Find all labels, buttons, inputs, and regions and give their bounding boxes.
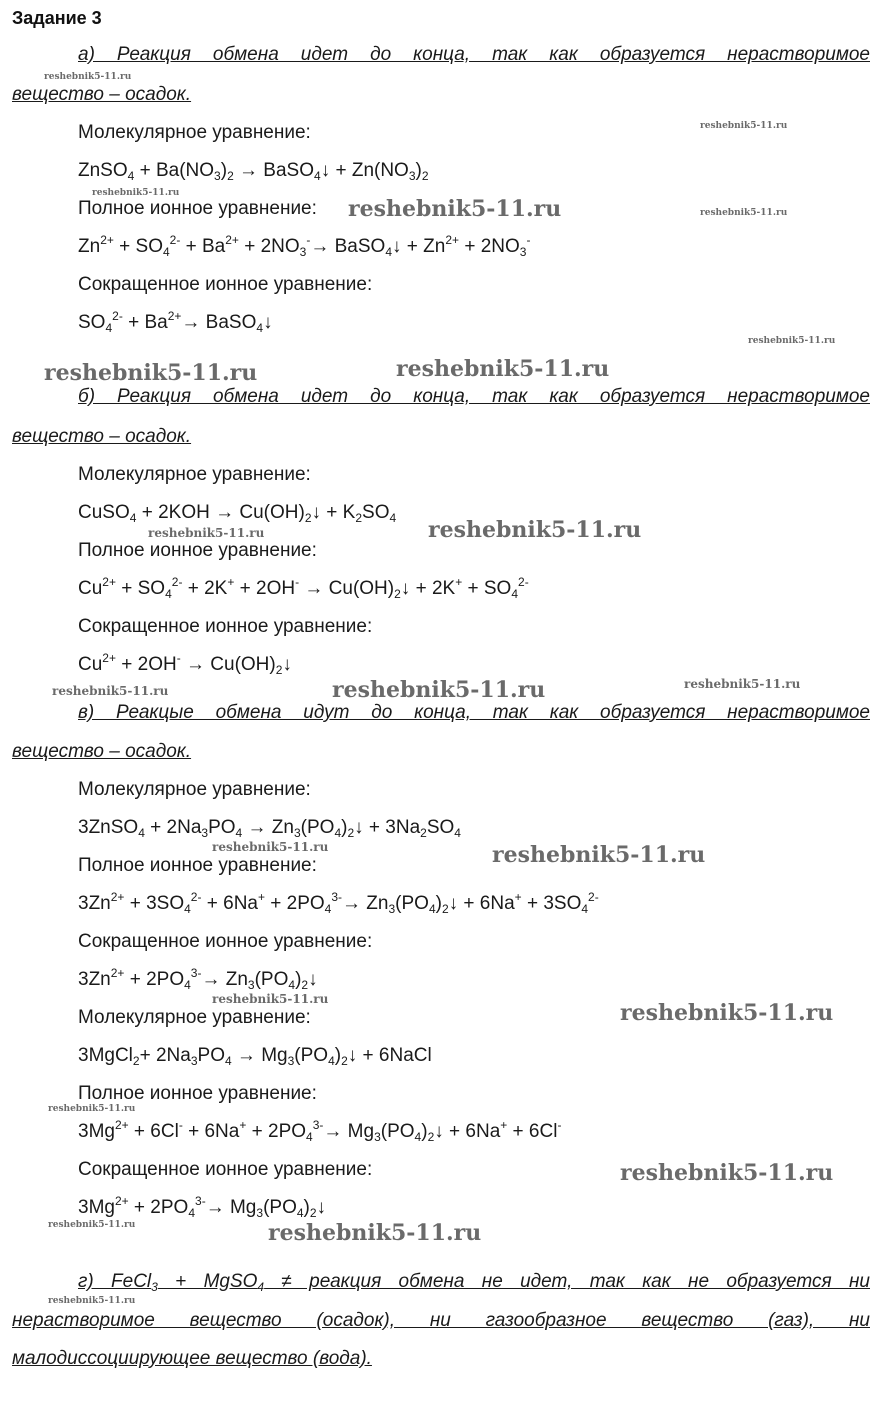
section-b-short-label: Сокращенное ионное уравнение: [78,616,373,637]
watermark: reshebnik5-11.ru [620,1160,834,1186]
section-a-mol-label: Молекулярное уравнение: [78,122,311,143]
section-c-short-label-2: Сокращенное ионное уравнение: [78,1159,373,1180]
watermark: reshebnik5-11.ru [92,188,180,198]
section-b-text-line2: вещество – осадок. [12,426,192,447]
watermark: reshebnik5-11.ru [620,1000,834,1026]
section-c-short-equation-2: $3Mg^{2+} + 2PO_4^{3-}\to$ $Mg_3(PO_4)_2↓$ [78,1194,327,1220]
section-c-full-label-2: Полное ионное уравнение: [78,1083,317,1104]
section-a-text-line2: вещество – осадок. [12,84,192,105]
section-c-full-label: Полное ионное уравнение: [78,855,317,876]
watermark: reshebnik5-11.ru [44,360,258,386]
section-c-mol-equation: 3ZnSO$_4$ + $2Na_3PO_4$ → $Zn_3(PO_4)_2↓ + 3Na_2SO_4$ [78,817,461,840]
section-d-text-line1: г) FeCl$_3$ + MgSO$_4$ ≠ реакция обмена не идет, так как не образуется ни [78,1271,870,1294]
section-a-short-equation: $SO_4^{2-} + Ba^{2+}\to$ BaSO$_4$↓ [78,309,273,335]
watermark: reshebnik5-11.ru [348,196,562,222]
section-c-text-line1: в) Реакцые обмена идут до конца, так как образуется нерастворимое [78,702,870,723]
section-c-text-line2: вещество – осадок. [12,741,192,762]
watermark: reshebnik5-11.ru [268,1220,482,1246]
section-b-mol-label: Молекулярное уравнение: [78,464,311,485]
watermark: reshebnik5-11.ru [748,336,836,346]
watermark: reshebnik5-11.ru [700,121,788,131]
section-a-mol-equation: ZnSO$_4$ + $Ba(NO_3)_2$ → BaSO$_4$↓ + $Zn(NO_3)_2$ [78,160,429,183]
section-c-short-equation: $3Zn^{2+} + 2PO_4^{3-}\to$ $Zn_3(PO_4)_2↓$ [78,966,318,992]
section-a-full-equation: $Zn^{2+} + SO_4^{2-} + Ba^{2+} + 2NO_3^-\to$ BaSO$_4$↓ + $Zn^{2+} + 2NO_3^-$ [78,233,531,259]
watermark: reshebnik5-11.ru [428,517,642,543]
section-d-text-line3: малодиссоциирующее вещество (вода). [12,1348,372,1369]
watermark: reshebnik5-11.ru [48,1296,136,1306]
section-c-full-equation: $3Zn^{2+} + 3SO_4^{2-} + 6Na^+ + 2PO_4^{3-}\to$ $Zn_3(PO_4)_2↓ + 6Na^+ + 3SO_4^{2-}$ [78,890,599,916]
watermark: reshebnik5-11.ru [332,677,546,703]
watermark: reshebnik5-11.ru [684,677,801,691]
section-a-short-label: Сокращенное ионное уравнение: [78,274,373,295]
section-b-full-label: Полное ионное уравнение: [78,540,317,561]
watermark: reshebnik5-11.ru [52,684,169,698]
section-c-mol-equation-2: 3MgCl$_2$+ $2Na_3PO_4$ → $Mg_3(PO_4)_2↓$ + 6NaCl [78,1045,432,1068]
watermark: reshebnik5-11.ru [48,1104,136,1114]
section-a-full-label: Полное ионное уравнение: [78,198,317,219]
watermark: reshebnik5-11.ru [148,526,265,540]
watermark: reshebnik5-11.ru [48,1220,136,1230]
watermark: reshebnik5-11.ru [700,208,788,218]
section-c-short-label: Сокращенное ионное уравнение: [78,931,373,952]
watermark: reshebnik5-11.ru [212,992,329,1006]
section-a-text-line1: а) Реакция обмена идет до конца, так как образуется нерастворимое [78,44,870,65]
section-b-short-equation: $Cu^{2+} + 2OH^-$ → $Cu(OH)_2↓$ [78,651,292,677]
section-c-mol-label-2: Молекулярное уравнение: [78,1007,311,1028]
section-c-mol-label: Молекулярное уравнение: [78,779,311,800]
watermark: reshebnik5-11.ru [396,356,610,382]
section-b-mol-equation: CuSO$_4$ + $2KOH \to Cu(OH)_2↓ + K_2SO_4$ [78,502,397,525]
watermark: reshebnik5-11.ru [212,840,329,854]
section-d-text-line2: нерастворимое вещество (осадок), ни газообразное вещество (газ), ни [12,1310,870,1331]
section-b-text-line1: б) Реакция обмена идет до конца, так как образуется нерастворимое [78,386,870,407]
watermark: reshebnik5-11.ru [492,842,706,868]
section-c-full-equation-2: $3Mg^{2+} + 6Cl^- + 6Na^+ + 2PO_4^{3-}\to$ $Mg_3(PO_4)_2↓ + 6Na^+ + 6Cl^-$ [78,1118,562,1144]
watermark: reshebnik5-11.ru [44,72,132,82]
page-title: Задание 3 [12,8,102,28]
section-b-full-equation: $Cu^{2+} + SO_4^{2-} + 2K^+ + 2OH^-$ → $Cu(OH)_2↓ + 2K^+ + SO_4^{2-}$ [78,575,529,601]
